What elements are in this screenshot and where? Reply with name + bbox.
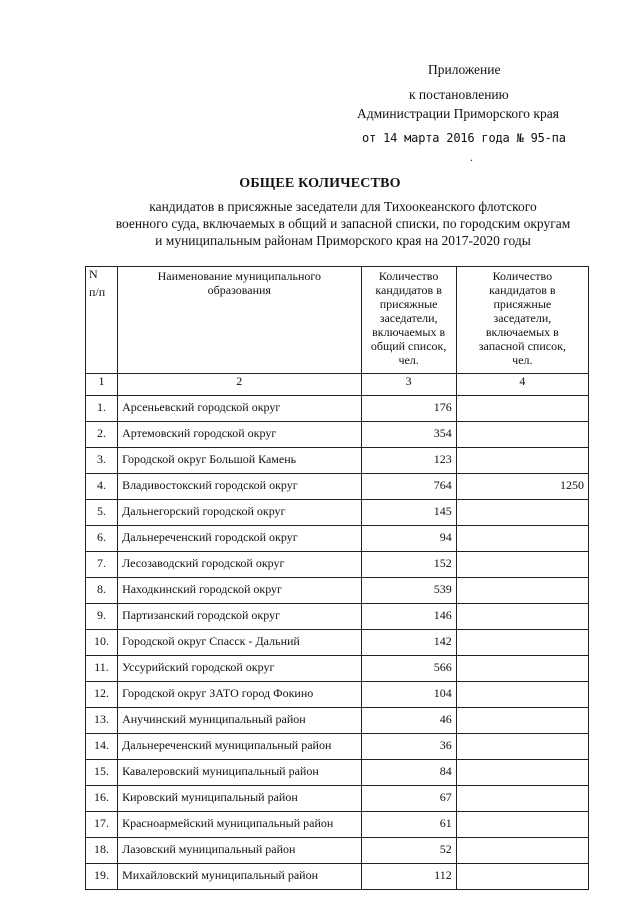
candidates-table bbox=[85, 266, 589, 890]
general-count: 142 bbox=[361, 630, 456, 656]
header-number-pp: п/п bbox=[89, 285, 106, 299]
table-header-row bbox=[86, 267, 589, 374]
reserve-count bbox=[456, 682, 588, 708]
administration-label: Администрации Приморского края bbox=[357, 106, 559, 121]
table-row bbox=[86, 448, 589, 474]
row-number: 17. bbox=[86, 812, 118, 838]
table-row bbox=[86, 474, 589, 500]
municipality-name: Дальнереченский муниципальный район bbox=[118, 734, 361, 760]
row-number: 3. bbox=[86, 448, 118, 474]
index-cell: 4 bbox=[456, 374, 588, 396]
table-body bbox=[86, 396, 589, 890]
general-count: 539 bbox=[361, 578, 456, 604]
municipality-name: Владивостокский городской округ bbox=[118, 474, 361, 500]
decree-dot: . bbox=[470, 150, 473, 164]
row-number: 11. bbox=[86, 656, 118, 682]
municipality-name: Дальнегорский городской округ bbox=[118, 500, 361, 526]
reserve-count: 1250 bbox=[456, 474, 588, 500]
row-number: 5. bbox=[86, 500, 118, 526]
municipality-name: Городской округ Спасск - Дальний bbox=[118, 630, 361, 656]
table-row bbox=[86, 552, 589, 578]
header-number bbox=[86, 267, 118, 374]
general-count: 67 bbox=[361, 786, 456, 812]
table-row bbox=[86, 500, 589, 526]
general-count: 152 bbox=[361, 552, 456, 578]
general-count: 123 bbox=[361, 448, 456, 474]
row-number: 6. bbox=[86, 526, 118, 552]
table-row bbox=[86, 812, 589, 838]
header-name: Наименование муниципального образования bbox=[118, 267, 361, 374]
row-number: 7. bbox=[86, 552, 118, 578]
municipality-name: Лазовский муниципальный район bbox=[118, 838, 361, 864]
table-index-row bbox=[86, 374, 589, 396]
document-title: ОБЩЕЕ КОЛИЧЕСТВО bbox=[239, 176, 401, 191]
row-number: 1. bbox=[86, 396, 118, 422]
row-number: 8. bbox=[86, 578, 118, 604]
subtitle-line: кандидатов в присяжные заседатели для Тихоокеанского флотского bbox=[149, 199, 537, 214]
to-decree-label: к постановлению bbox=[409, 87, 509, 102]
header-number-n: N bbox=[89, 267, 98, 281]
municipality-name: Городской округ ЗАТО город Фокино bbox=[118, 682, 361, 708]
table-row bbox=[86, 682, 589, 708]
municipality-name: Михайловский муниципальный район bbox=[118, 864, 361, 890]
table-row bbox=[86, 786, 589, 812]
table-row bbox=[86, 864, 589, 890]
row-number: 13. bbox=[86, 708, 118, 734]
general-count: 61 bbox=[361, 812, 456, 838]
table-row bbox=[86, 396, 589, 422]
reserve-count bbox=[456, 786, 588, 812]
municipality-name: Партизанский городской округ bbox=[118, 604, 361, 630]
index-cell: 2 bbox=[118, 374, 361, 396]
table-row bbox=[86, 578, 589, 604]
table-row bbox=[86, 630, 589, 656]
reserve-count bbox=[456, 812, 588, 838]
municipality-name: Уссурийский городской округ bbox=[118, 656, 361, 682]
reserve-count bbox=[456, 526, 588, 552]
municipality-name: Кавалеровский муниципальный район bbox=[118, 760, 361, 786]
general-count: 146 bbox=[361, 604, 456, 630]
general-count: 84 bbox=[361, 760, 456, 786]
reserve-count bbox=[456, 448, 588, 474]
general-count: 354 bbox=[361, 422, 456, 448]
row-number: 14. bbox=[86, 734, 118, 760]
municipality-name: Арсеньевский городской округ bbox=[118, 396, 361, 422]
row-number: 9. bbox=[86, 604, 118, 630]
municipality-name: Находкинский городской округ bbox=[118, 578, 361, 604]
reserve-count bbox=[456, 864, 588, 890]
row-number: 4. bbox=[86, 474, 118, 500]
municipality-name: Анучинский муниципальный район bbox=[118, 708, 361, 734]
reserve-count bbox=[456, 708, 588, 734]
municipality-name: Артемовский городской округ bbox=[118, 422, 361, 448]
document-subtitle bbox=[78, 198, 608, 249]
reserve-count bbox=[456, 422, 588, 448]
table-row bbox=[86, 422, 589, 448]
general-count: 36 bbox=[361, 734, 456, 760]
general-count: 94 bbox=[361, 526, 456, 552]
row-number: 2. bbox=[86, 422, 118, 448]
header-general-count: Количество кандидатов в присяжные заседатели, включаемых в общий список, чел. bbox=[361, 267, 456, 374]
table-row bbox=[86, 760, 589, 786]
general-count: 52 bbox=[361, 838, 456, 864]
header-reserve-count: Количество кандидатов в присяжные заседатели, включаемых в запасной список, чел. bbox=[456, 267, 588, 374]
general-count: 566 bbox=[361, 656, 456, 682]
row-number: 18. bbox=[86, 838, 118, 864]
row-number: 15. bbox=[86, 760, 118, 786]
reserve-count bbox=[456, 734, 588, 760]
municipality-name: Кировский муниципальный район bbox=[118, 786, 361, 812]
general-count: 104 bbox=[361, 682, 456, 708]
appendix-label: Приложение bbox=[428, 62, 501, 77]
table-row bbox=[86, 708, 589, 734]
reserve-count bbox=[456, 656, 588, 682]
table-row bbox=[86, 838, 589, 864]
general-count: 46 bbox=[361, 708, 456, 734]
table-row bbox=[86, 526, 589, 552]
reserve-count bbox=[456, 838, 588, 864]
row-number: 10. bbox=[86, 630, 118, 656]
general-count: 145 bbox=[361, 500, 456, 526]
general-count: 764 bbox=[361, 474, 456, 500]
index-cell: 1 bbox=[86, 374, 118, 396]
general-count: 112 bbox=[361, 864, 456, 890]
decree-stamp: от 14 марта 2016 года № 95-па bbox=[362, 131, 566, 145]
table-row bbox=[86, 734, 589, 760]
municipality-name: Красноармейский муниципальный район bbox=[118, 812, 361, 838]
table-row bbox=[86, 604, 589, 630]
index-cell: 3 bbox=[361, 374, 456, 396]
reserve-count bbox=[456, 500, 588, 526]
reserve-count bbox=[456, 578, 588, 604]
reserve-count bbox=[456, 630, 588, 656]
general-count: 176 bbox=[361, 396, 456, 422]
row-number: 19. bbox=[86, 864, 118, 890]
table-row bbox=[86, 656, 589, 682]
row-number: 16. bbox=[86, 786, 118, 812]
reserve-count bbox=[456, 760, 588, 786]
reserve-count bbox=[456, 396, 588, 422]
municipality-name: Лесозаводский городской округ bbox=[118, 552, 361, 578]
reserve-count bbox=[456, 604, 588, 630]
reserve-count bbox=[456, 552, 588, 578]
municipality-name: Дальнереченский городской округ bbox=[118, 526, 361, 552]
row-number: 12. bbox=[86, 682, 118, 708]
subtitle-line: военного суда, включаемых в общий и запасной списки, по городским округам bbox=[115, 216, 571, 231]
municipality-name: Городской округ Большой Камень bbox=[118, 448, 361, 474]
subtitle-line: и муниципальным районам Приморского края на 2017-2020 годы bbox=[155, 233, 531, 248]
